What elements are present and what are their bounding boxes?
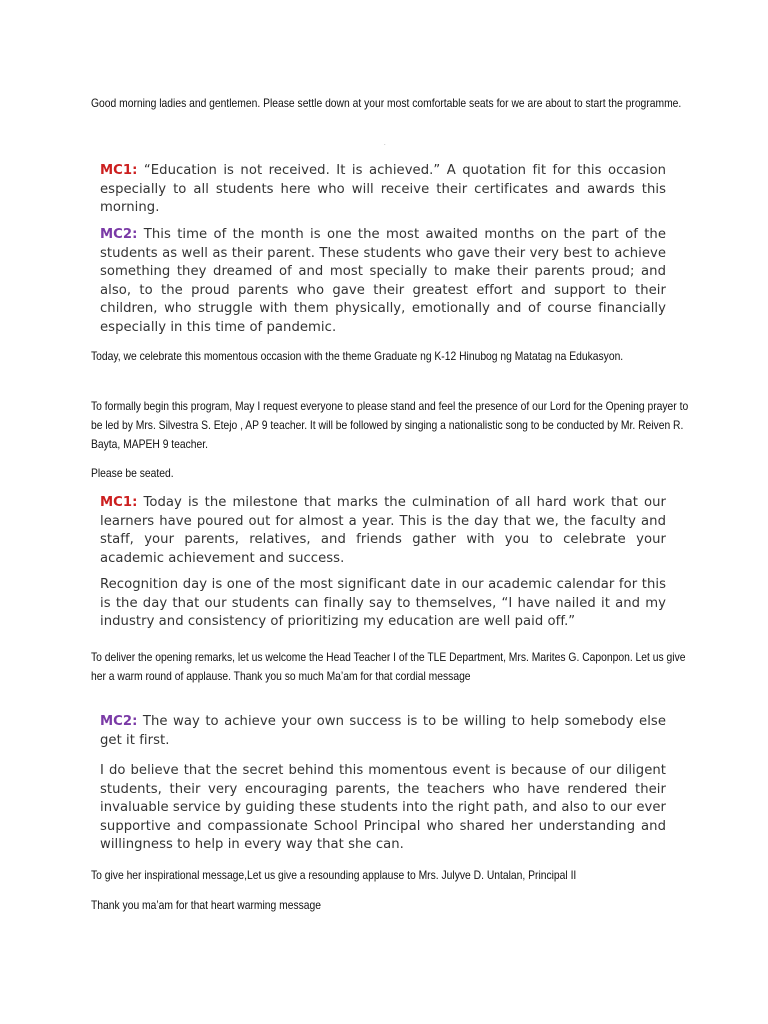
- mc1-label: MC1:: [100, 163, 138, 178]
- mc2-month-text: This time of the month is one the most awaited months on the part of the students as well as their parent. These students who gave their very best to achieve something they dreamed of and most specially to make their parents proud; and also, to the proud parents who gave their greatest effort and support to their children, who struggle with them physically, emotionally and of course financially especially in this time of pandemic.: [100, 227, 666, 335]
- mc2-success-paragraph: [100, 713, 666, 750]
- thank-you-paragraph: Thank you ma’am for that heart warming message: [91, 898, 322, 912]
- mc2-label: MC2:: [100, 714, 138, 729]
- opening-prayer-paragraph: To formally begin this program, May I request everyone to please stand and feel the presence of our Lord for the Opening prayer to be led by Mrs. Silvestra S. Etejo , AP 9 teacher. It will be followed by singing a nationalistic song to be conducted by Mr. Reiven R. Bayta, MAPEH 9 teacher.: [91, 399, 689, 451]
- secret-behind-paragraph: I do believe that the secret behind this momentous event is because of our diligent students, their very encouraging parents, the teachers who have rendered their invaluable service by guiding these students into the right path, and also to our ever supportive and compassionate School Principal who shared her understanding and willingness to help in every way that she can.: [100, 763, 666, 853]
- mc2-label: MC2:: [100, 227, 138, 242]
- mc1-quotation-paragraph: [100, 162, 666, 218]
- recognition-day-paragraph: Recognition day is one of the most significant date in our academic calendar for this is the day that our students can finally say to themselves, “I have nailed it and my industry and consistency of prioritizing my education are well paid off.”: [100, 577, 666, 630]
- opening-greeting: Good morning ladies and gentlemen. Please settle down at your most comfortable seats for we are about to start the programme.: [91, 96, 682, 110]
- please-be-seated: Please be seated.: [91, 466, 174, 480]
- theme-paragraph: Today, we celebrate this momentous occasion with the theme Graduate ng K-12 Hinubog ng Matatag na Edukasyon.: [91, 349, 624, 363]
- mc1-label: MC1:: [100, 495, 138, 510]
- stray-mark: .: [384, 141, 386, 147]
- mc1-milestone-paragraph: [100, 494, 666, 568]
- mc2-success-text: The way to achieve your own success is to be willing to help somebody else get it first.: [100, 714, 667, 748]
- mc1-milestone-text: Today is the milestone that marks the culmination of all hard work that our learners have poured out for almost a year. This is the day that we, the faculty and staff, your parents, relatives, and friends gather with you to celebrate your academic achievement and success.: [100, 495, 666, 566]
- opening-remarks-paragraph: To deliver the opening remarks, let us welcome the Head Teacher I of the TLE Department, Mrs. Marites G. Caponpon. Let us give her a warm round of applause. Thank you so much Ma’am for that cordial message: [91, 650, 686, 683]
- mc2-month-paragraph: [100, 226, 666, 338]
- mc1-quotation-text: “Education is not received. It is achieved.” A quotation fit for this occasion especially to all students here who will receive their certificates and awards this morning.: [100, 163, 666, 216]
- inspirational-message-paragraph: To give her inspirational message,Let us give a resounding applause to Mrs. Julyve D. Untalan, Principal II: [91, 868, 577, 882]
